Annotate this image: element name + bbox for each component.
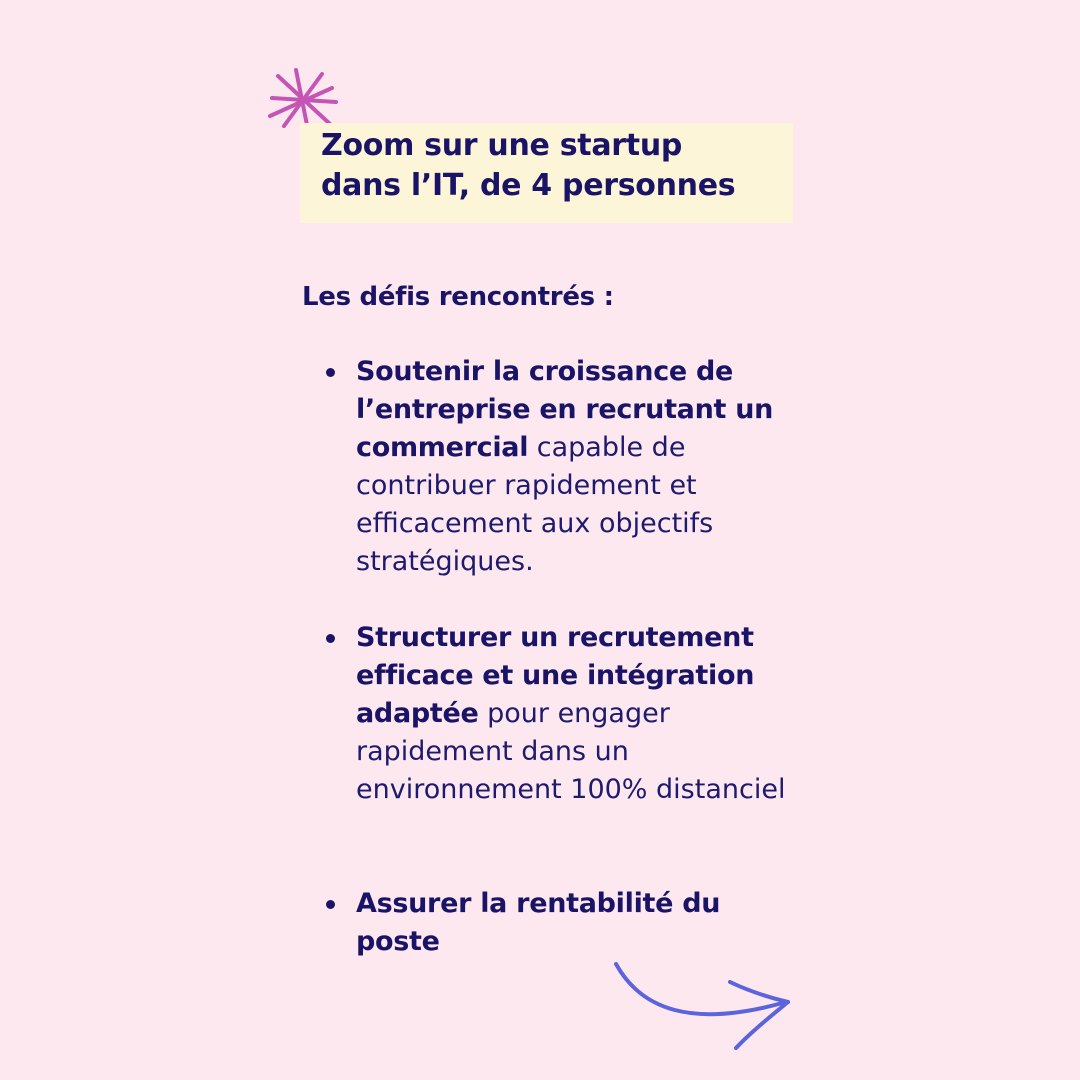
next-arrow-icon (606, 954, 798, 1054)
challenge-bold-text: Assurer la rentabilité du poste (356, 888, 721, 957)
page-title (321, 126, 791, 206)
challenge-bold-text: Soutenir la croissance de l’entreprise en recrutant un commercial (356, 356, 774, 463)
challenge-detail-text: capable de contribuer rapidement et efficacement aux objectifs stratégiques. (356, 432, 714, 577)
challenge-detail-text: pour engager rapidement dans un environnement 100% distanciel (356, 698, 786, 805)
title-line-2: dans l’IT, de 4 personnes (321, 168, 736, 203)
challenge-item (356, 353, 806, 581)
challenge-item (356, 885, 806, 961)
bullet-icon (326, 634, 335, 643)
bullet-icon (326, 368, 335, 377)
challenge-bold-text: Structurer un recrutement efficace et une intégration adaptée (356, 622, 755, 729)
title-line-1: Zoom sur une startup (321, 128, 683, 163)
bullet-icon (326, 900, 335, 909)
section-subtitle: Les défis rencontrés : (302, 282, 614, 312)
challenge-item (356, 619, 806, 809)
